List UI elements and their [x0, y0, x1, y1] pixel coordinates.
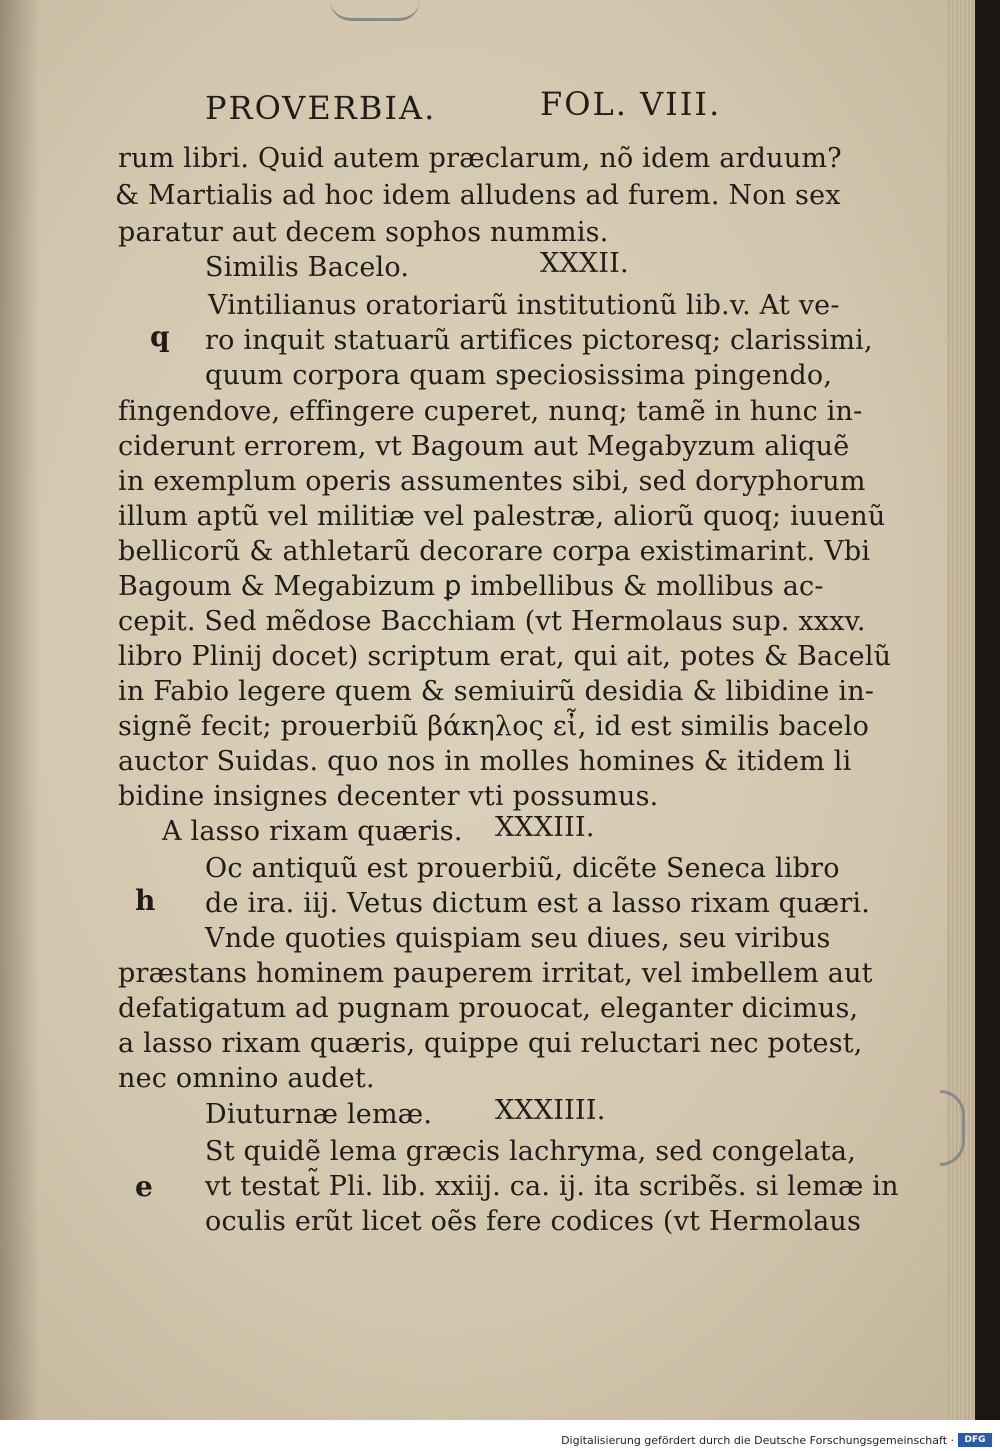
section-number: XXXII.	[540, 248, 629, 279]
text-line: in exemplum operis assumentes sibi, sed doryphorum	[118, 466, 866, 497]
section-title: A lasso rixam quæris.	[162, 816, 463, 847]
text-line: paratur aut decem sophos nummis.	[118, 217, 609, 248]
text-line: cepit. Sed mẽdose Bacchiam (vt Hermolaus sup. xxxv.	[118, 606, 866, 637]
text-line: præstans hominem pauperem irritat, vel imbellem aut	[118, 958, 873, 989]
initial-placeholder: e	[135, 1170, 153, 1203]
text-line: Vnde quoties quispiam seu diues, seu viribus	[205, 923, 831, 954]
section-title: Similis Bacelo.	[205, 252, 410, 283]
footer-credit: Digitalisierung gefördert durch die Deutsche Forschungsgemeinschaft ·	[561, 1434, 954, 1447]
text-line: Oc antiquũ est prouerbiũ, dicẽte Seneca libro	[205, 853, 840, 884]
text-line: auctor Suidas. quo nos in molles homines & itidem li	[118, 746, 852, 777]
text-line: & Martialis ad hoc idem alludens ad furem. Non sex	[115, 180, 841, 211]
section-title: Diuturnæ lemæ.	[205, 1099, 433, 1130]
text-line: Vintilianus oratoriarũ institutionũ lib.v. At ve-	[208, 290, 840, 321]
text-line: quum corpora quam speciosissima pingendo,	[205, 360, 833, 391]
dfg-logo: DFG	[958, 1433, 992, 1447]
text-line: defatigatum ad pugnam prouocat, eleganter dicimus,	[118, 993, 859, 1024]
text-line: vt testat̃ Pli. lib. xxiij. ca. ij. ita scribẽs. si lemæ in	[205, 1171, 899, 1202]
text-line: illum aptũ vel militiæ vel palestræ, aliorũ quoq; iuuenũ	[118, 501, 886, 532]
text-line: St quidẽ lema græcis lachryma, sed congelata,	[205, 1136, 857, 1167]
text-line: oculis erũt licet oẽs fere codices (vt Hermolaus	[205, 1206, 862, 1237]
paper-clip-top	[330, 0, 420, 21]
initial-placeholder: h	[135, 884, 156, 917]
text-line: bidine insignes decenter vti possumus.	[118, 781, 659, 812]
text-line: signẽ fecit; prouerbiũ βάκηλος εἶ, id est similis bacelo	[118, 711, 870, 742]
text-line: in Fabio legere quem & semiuirũ desidia & libidine in-	[118, 676, 875, 707]
initial-placeholder: q	[150, 320, 170, 353]
running-head-right: FOL. VIII.	[540, 85, 722, 123]
text-line: nec omnino audet.	[118, 1063, 375, 1094]
text-line: Bagoum & Megabizum ꝑ imbellibus & mollibus ac-	[118, 571, 824, 602]
running-head-left: PROVERBIA.	[205, 89, 437, 127]
gutter-shadow	[0, 0, 40, 1420]
page-edge	[947, 0, 975, 1420]
text-line: fingendove, effingere cuperet, nunq; tamẽ in hunc in-	[118, 396, 863, 427]
text-line: ciderunt errorem, vt Bagoum aut Megabyzum aliquẽ	[118, 431, 850, 462]
text-line: ro inquit statuarũ artifices pictoresq; clarissimi,	[205, 325, 873, 356]
text-line: a lasso rixam quæris, quippe qui reluctari nec potest,	[118, 1028, 863, 1059]
section-number: XXXIII.	[495, 812, 595, 843]
text-line: bellicorũ & athletarũ decorare corpa existimarint. Vbi	[118, 536, 871, 567]
text-line: rum libri. Quid autem præclarum, nõ idem arduum?	[118, 143, 842, 174]
section-number: XXXIIII.	[495, 1095, 606, 1126]
text-line: de ira. iij. Vetus dictum est a lasso rixam quæri.	[205, 888, 871, 919]
text-line: libro Plinij docet) scriptum erat, qui ait, potes & Bacelũ	[118, 641, 892, 672]
